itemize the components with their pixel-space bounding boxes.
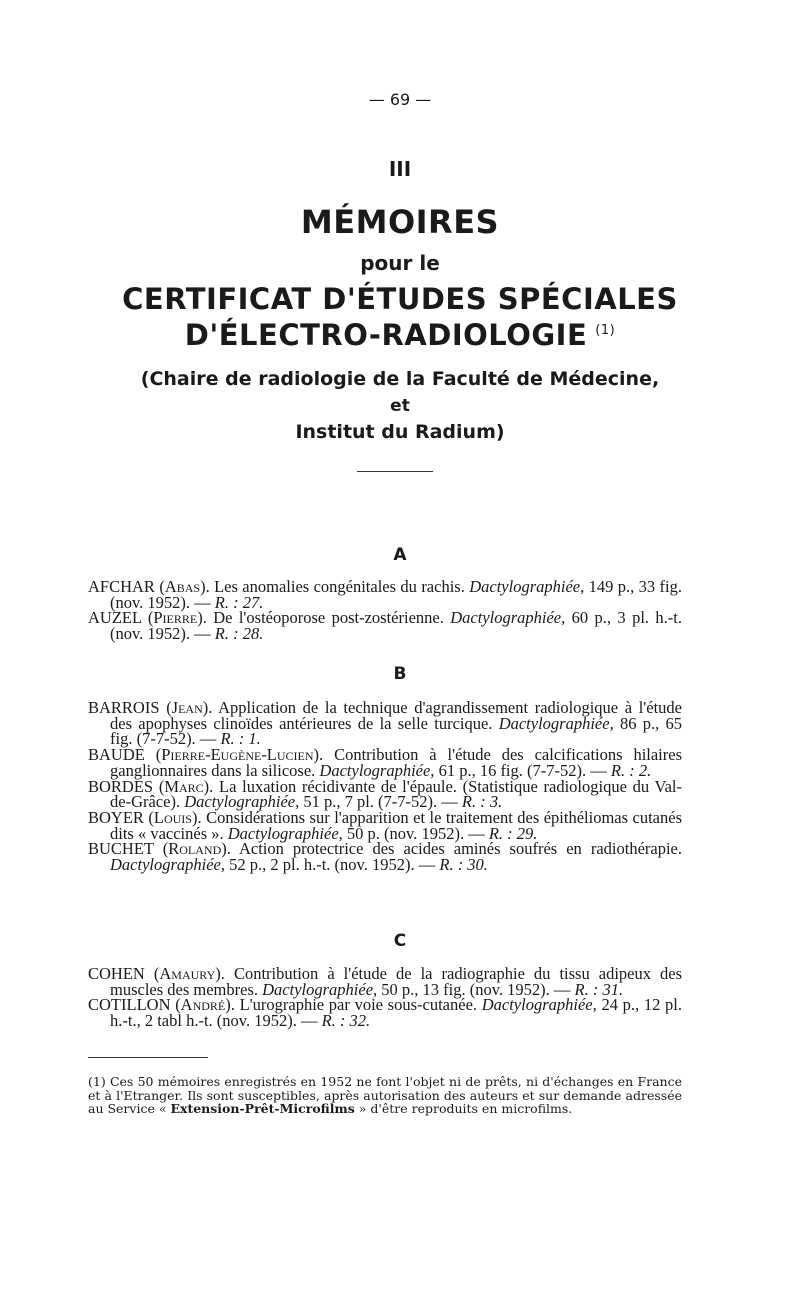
section-letter-a: A [393,545,407,565]
conjunction-line: et [390,396,410,416]
footnote-marker: (1) [595,323,616,339]
list-item: BARROIS (Jean). Application de la technique d'agrandissement radiologique à l'étude des apophyses clinoïdes antérieures de la selle turcique. Dactylographiée, 86 p., 65 fig. (7-7-52). — R. : 1. [88,698,683,749]
certificate-title-line2 [0,318,800,352]
list-item: BOYER (Louis). Considérations sur l'apparition et le traitement des épithéliomas cutanés dits « vaccinés ». Dactylographiée, 50 p. (nov. 1952). — R. : 29. [88,807,682,843]
list-item: BUCHET (Roland). Action protectrice des acides aminés soufrés en radiothérapie. Dactylographiée, 52 p., 2 pl. h.-t. (nov. 1952). — R. : 30. [88,839,682,875]
title-divider [357,471,433,472]
list-item: AFCHAR (Abas). Les anomalies congénitales du rachis. Dactylographiée, 149 p., 33 fig. (nov. 1952). — R. : 27. [88,577,682,612]
footnote: (1) Ces 50 mémoires enregistrés en 1952 ne font l'objet ni de prêts, ni d'échanges en France et à l'Etranger. Ils sont susceptibles, après autorisation des auteurs et sur demande adressée au Service « Extension-Prêt-Microfilms » d'être reproduits en microfilms. [88,1074,682,1117]
title-connector: pour le [360,251,440,275]
list-item: BORDES (Marc). La luxation récidivante de l'épaule. (Statistique radiologique du Val-de-Grâce). Dactylographiée, 51 p., 7 pl. (7-7-52). — R. : 3. [88,776,683,812]
list-item: COHEN (Amaury). Contribution à l'étude de la radiographie du tissu adipeux des muscles des membres. Dactylographiée, 50 p., 13 fig. (nov. 1952). — R. : 31. [88,964,683,999]
list-item: AUZEL (Pierre). De l'ostéoporose post-zostérienne. Dactylographiée, 60 p., 3 pl. h.-t. (nov. 1952). — R. : 28. [88,608,682,644]
section-number: III [388,157,412,181]
page-title: MÉMOIRES [300,203,500,241]
section-letter-c: C [393,931,407,951]
footnote-divider [88,1057,208,1058]
institute-line: Institut du Radium) [295,421,505,443]
list-item: COTILLON (André). L'urographie par voie sous-cutanée. Dactylographiée, 24 p., 12 pl. h.-t., 2 tabl h.-t. (nov. 1952). — R. : 32. [88,995,683,1031]
section-a-list [88,579,682,642]
page-number: — 69 — [368,90,432,109]
section-b-list [88,700,682,873]
certificate-title-text: D'ÉLECTRO-RADIOLOGIE [184,318,588,352]
section-letter-b: B [393,664,407,684]
list-item: BAUDE (Pierre-Eugène-Lucien). Contribution à l'étude des calcifications hilaires ganglionnaires dans la silicose. Dactylographiée, 61 p., 16 fig. (7-7-52). — R. : 2. [88,745,683,780]
certificate-title-line1: CERTIFICAT D'ÉTUDES SPÉCIALES [122,282,678,316]
section-c-list [88,966,682,1029]
chair-line: (Chaire de radiologie de la Faculté de Médecine, [140,368,660,390]
